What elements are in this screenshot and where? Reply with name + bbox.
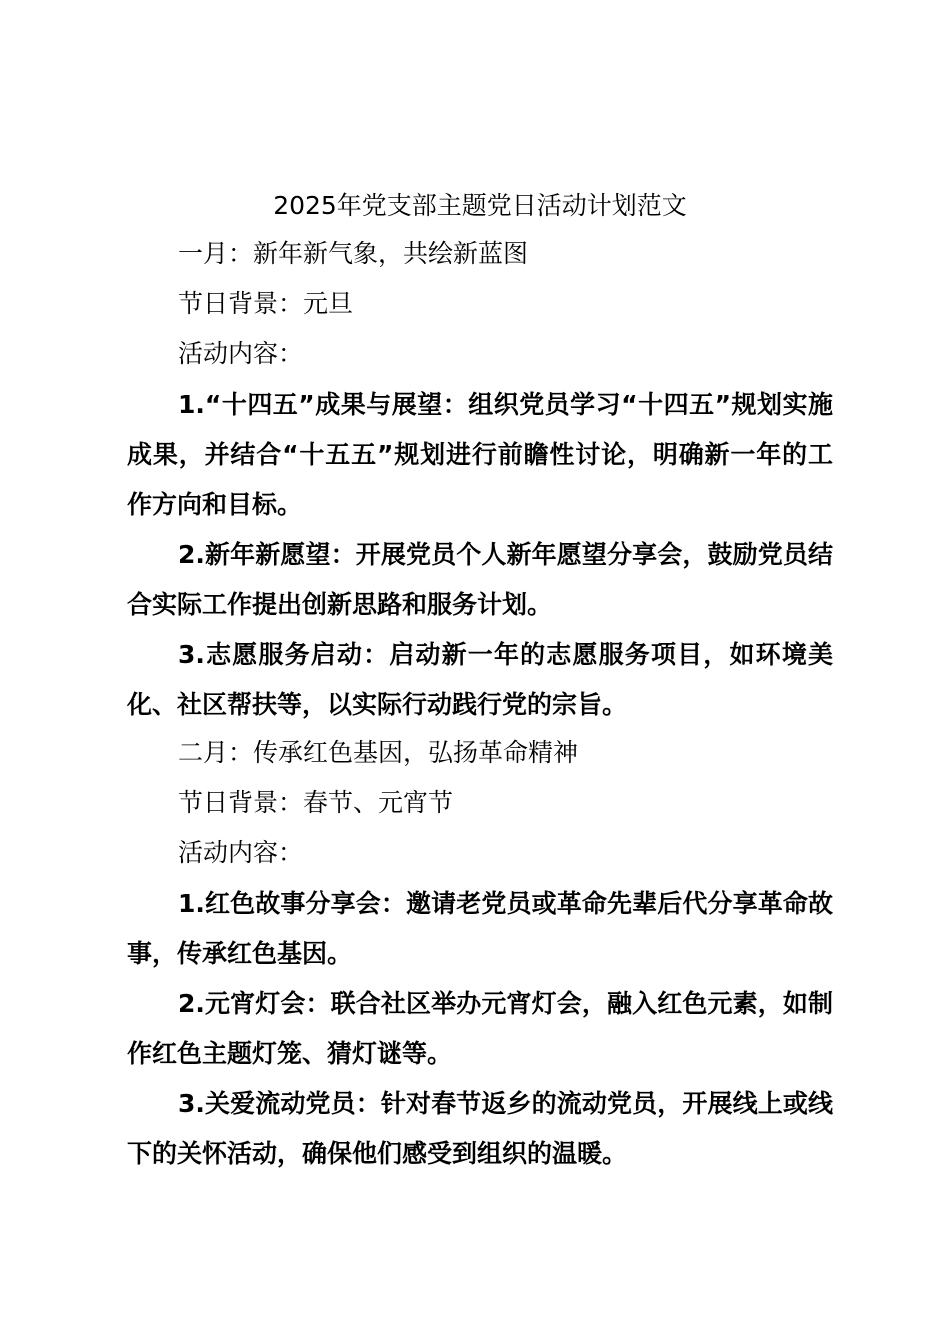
february-heading: 二月：传承红色基因，弘扬革命精神 <box>178 738 579 767</box>
january-content-label: 活动内容： <box>178 339 304 368</box>
january-heading: 一月：新年新气象，共绘新蓝图 <box>178 239 529 268</box>
document-title: 2025年党支部主题党日活动计划范文 <box>273 191 687 220</box>
february-item-3: 3.关爱流动党员：针对春节返乡的流动党员，开展线上或线下的关怀活动，确保他们感受到组织的温暖。 <box>127 1089 833 1168</box>
january-background: 节日背景：元旦 <box>178 289 354 318</box>
january-item-1: 1.“十四五”成果与展望：组织党员学习“十四五”规划实施成果，并结合“十五五”规划进行前瞻性讨论，明确新一年的工作方向和目标。 <box>127 390 833 519</box>
february-background: 节日背景：春节、元宵节 <box>178 788 454 817</box>
february-content-label: 活动内容： <box>178 838 304 867</box>
january-item-2: 2.新年新愿望：开展党员个人新年愿望分享会，鼓励党员结合实际工作提出创新思路和服务计划。 <box>127 540 833 619</box>
february-item-1: 1.红色故事分享会：邀请老党员或革命先辈后代分享革命故事，传承红色基因。 <box>127 889 833 968</box>
february-item-2: 2.元宵灯会：联合社区举办元宵灯会，融入红色元素，如制作红色主题灯笼、猜灯谜等。 <box>127 989 833 1068</box>
january-item-3: 3.志愿服务启动：启动新一年的志愿服务项目，如环境美化、社区帮扶等，以实际行动践行党的宗旨。 <box>127 640 833 719</box>
